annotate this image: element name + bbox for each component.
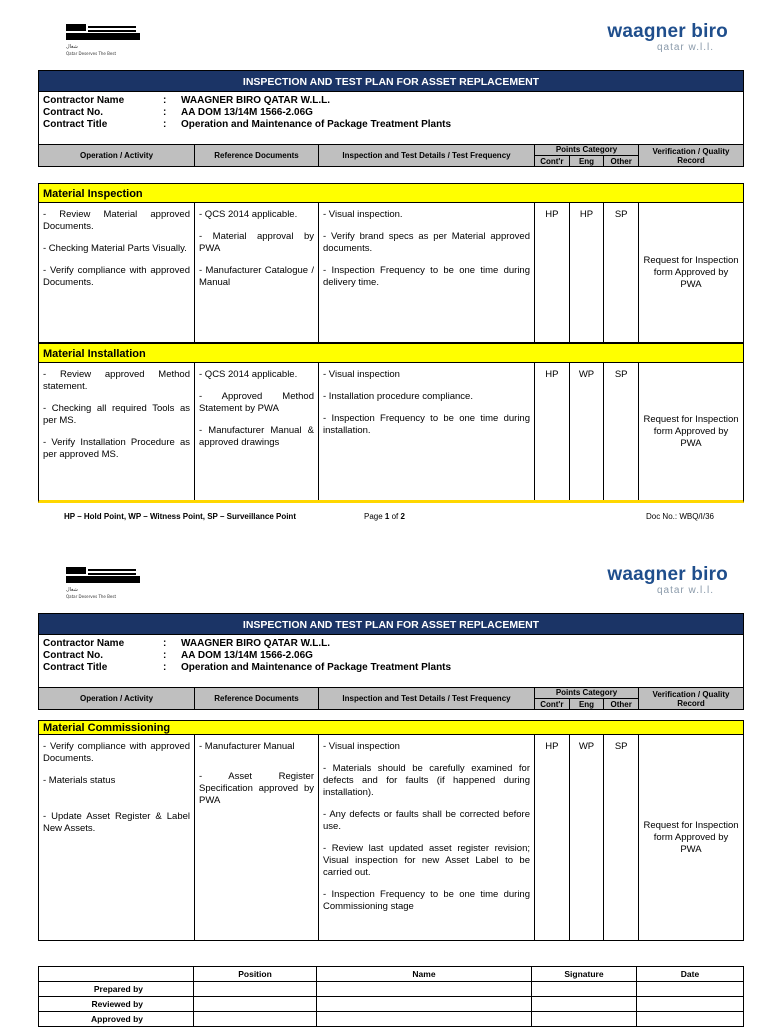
- svg-text:شغال: شغال: [66, 44, 78, 50]
- signoff-date[interactable]: [637, 997, 744, 1012]
- detail-item: - Review last updated asset register revision; Visual inspection for new Asset Label to be carried out.: [323, 843, 530, 878]
- signoff-name[interactable]: [317, 1012, 532, 1027]
- signoff-name[interactable]: [317, 997, 532, 1012]
- operation-item: - Update Asset Register & Label New Assets.: [43, 811, 190, 834]
- contract-no-label: Contract No.: [43, 107, 103, 118]
- operation-item: - Review Material approved Documents.: [43, 209, 190, 232]
- contractor-value: WAAGNER BIRO QATAR W.L.L.: [181, 95, 331, 106]
- contract-title-label: Contract Title: [43, 662, 108, 673]
- svg-text:Qatar Deserves The Best: Qatar Deserves The Best: [66, 51, 117, 56]
- detail-item: - Any defects or faults shall be corrected before use.: [323, 809, 530, 832]
- signoff-header-row: [39, 967, 744, 982]
- reference-item: - Manufacturer Manual & approved drawings: [199, 425, 314, 448]
- reference-item: - Manufacturer Manual: [199, 741, 295, 752]
- detail-item: - Inspection Frequency to be one time during installation.: [323, 413, 530, 436]
- signoff-header: Signature: [532, 967, 637, 982]
- reference-item: - Material approval by PWA: [199, 231, 314, 254]
- signoff-header: Name: [317, 967, 532, 982]
- colon: :: [163, 638, 167, 649]
- colon: :: [163, 650, 167, 661]
- colon: :: [163, 119, 167, 130]
- signoff-position[interactable]: [194, 1012, 317, 1027]
- detail-item: - Installation procedure compliance.: [323, 391, 473, 402]
- signoff-date[interactable]: [637, 982, 744, 997]
- detail-item: - Visual inspection: [323, 369, 400, 380]
- colon: :: [163, 95, 167, 106]
- points-cell: [535, 203, 639, 342]
- contract-no-value: AA DOM 13/14M 1566-2.06G: [181, 107, 313, 118]
- signoff-signature[interactable]: [532, 1012, 637, 1027]
- operation-cell: [39, 203, 195, 342]
- point-other: SP: [614, 369, 628, 380]
- header-operation: Operation / Activity: [39, 145, 195, 166]
- contractor-value: WAAGNER BIRO QATAR W.L.L.: [181, 638, 331, 649]
- signoff-position[interactable]: [194, 982, 317, 997]
- signoff-table: [38, 966, 744, 1027]
- colon: :: [163, 107, 167, 118]
- point-eng: WP: [570, 735, 605, 940]
- reference-item: - Approved Method Statement by PWA: [199, 391, 314, 414]
- points-legend: HP – Hold Point, WP – Witness Point, SP – Surveillance Point: [64, 512, 296, 521]
- brand-sub: qatar w.l.l.: [656, 585, 714, 596]
- itp-table-page-1: [38, 70, 744, 503]
- operation-item: - Review approved Method statement.: [43, 369, 190, 392]
- point-contr: HP: [535, 363, 570, 500]
- contract-info: [38, 635, 744, 688]
- detail-item: - Inspection Frequency to be one time during Commissioning stage: [323, 889, 530, 912]
- detail-item: - Materials should be carefully examined for defects and for faults (if happened during installation).: [323, 763, 530, 798]
- svg-text:Qatar Deserves The Best: Qatar Deserves The Best: [66, 594, 117, 599]
- signoff-position[interactable]: [194, 997, 317, 1012]
- signoff-header: Date: [637, 967, 744, 982]
- operation-item: - Materials status: [43, 775, 116, 786]
- detail-item: - Visual inspection: [323, 741, 400, 752]
- page-of: of: [391, 512, 399, 521]
- verification-cell: Request for Inspection form Approved by PWA: [643, 819, 739, 855]
- header-eng: Eng: [570, 699, 605, 710]
- waagner-biro-logo: [578, 565, 728, 597]
- details-cell: [319, 735, 535, 940]
- brand-name: waagner biro: [607, 21, 728, 42]
- operation-item: - Verify Installation Procedure as per approved MS.: [43, 437, 190, 460]
- signoff-row: [39, 997, 744, 1012]
- column-headers: [38, 145, 744, 167]
- page-current: 1: [384, 512, 390, 521]
- points-cell: [535, 363, 639, 500]
- header-other: Other: [610, 156, 632, 166]
- contract-info: [38, 92, 744, 145]
- section-row: [38, 735, 744, 941]
- header-verification: Verification / Quality Record: [652, 146, 730, 165]
- signoff-date[interactable]: [637, 1012, 744, 1027]
- page-2: [0, 543, 768, 1024]
- header-points: [535, 145, 639, 166]
- brand-name: waagner biro: [607, 564, 728, 585]
- operation-item: - Verify compliance with approved Documents.: [43, 265, 190, 288]
- doc-title: INSPECTION AND TEST PLAN FOR ASSET REPLACEMENT: [38, 613, 744, 635]
- header-reference: Reference Documents: [195, 688, 319, 709]
- contract-title-value: Operation and Maintenance of Package Treatment Plants: [181, 119, 452, 130]
- signoff-role: Prepared by: [39, 982, 194, 997]
- section-title: Material Installation: [38, 343, 744, 363]
- point-eng: WP: [570, 363, 605, 500]
- details-cell: [319, 363, 535, 500]
- operation-item: - Verify compliance with approved Documents.: [43, 741, 190, 764]
- point-other: SP: [614, 209, 628, 220]
- verification-cell: Request for Inspection form Approved by PWA: [643, 254, 739, 290]
- points-cell: [535, 735, 639, 940]
- waagner-biro-logo: [578, 22, 728, 54]
- section-title: Material Commissioning: [38, 720, 744, 735]
- header-contr: Cont'r: [535, 156, 570, 167]
- signoff-role: Approved by: [39, 1012, 194, 1027]
- point-eng: HP: [570, 203, 605, 342]
- reference-cell: [195, 363, 319, 500]
- operation-cell: [39, 363, 195, 500]
- header-verification: Verification / Quality Record: [652, 689, 730, 708]
- signoff-signature[interactable]: [532, 982, 637, 997]
- header-reference: Reference Documents: [195, 145, 319, 166]
- points-category-label: Points Category: [535, 145, 638, 156]
- signoff-header: Position: [194, 967, 317, 982]
- svg-text:شغال: شغال: [66, 587, 78, 593]
- reference-item: - QCS 2014 applicable.: [199, 369, 298, 380]
- section-title: Material Inspection: [38, 183, 744, 203]
- contractor-label: Contractor Name: [43, 638, 125, 649]
- point-contr: HP: [535, 203, 570, 342]
- brand-sub: qatar w.l.l.: [656, 42, 714, 53]
- doc-number: Doc No.: WBQ/I/36: [645, 512, 714, 521]
- header-other: Other: [610, 699, 632, 709]
- page-number: [364, 512, 405, 521]
- section-row: [38, 363, 744, 503]
- header-operation: Operation / Activity: [39, 688, 195, 709]
- details-cell: [319, 203, 535, 342]
- page-prefix: Page: [364, 512, 383, 521]
- page-total: 2: [400, 512, 405, 521]
- header-inspection: Inspection and Test Details / Test Frequency: [319, 145, 535, 166]
- header-eng: Eng: [570, 156, 605, 167]
- points-category-label: Points Category: [535, 688, 638, 699]
- operation-item: - Checking all required Tools as per MS.: [43, 403, 190, 426]
- ashghal-logo: [64, 22, 144, 58]
- signoff-row: [39, 1012, 744, 1027]
- operation-cell: [39, 735, 195, 940]
- signoff-name[interactable]: [317, 982, 532, 997]
- signoff-blank: [39, 967, 194, 982]
- header-points: [535, 688, 639, 709]
- ashghal-logo: [64, 565, 144, 601]
- reference-cell: [195, 735, 319, 940]
- doc-title: INSPECTION AND TEST PLAN FOR ASSET REPLACEMENT: [38, 70, 744, 92]
- contract-title-label: Contract Title: [43, 119, 108, 130]
- point-contr: HP: [535, 735, 570, 940]
- reference-item: - QCS 2014 applicable.: [199, 209, 298, 220]
- itp-table-page-2: [38, 613, 744, 941]
- colon: :: [163, 662, 167, 673]
- detail-item: - Verify brand specs as per Material approved documents.: [323, 231, 530, 254]
- detail-item: - Visual inspection.: [323, 209, 403, 220]
- signoff-role: Reviewed by: [39, 997, 194, 1012]
- column-headers: [38, 688, 744, 710]
- reference-item: - Manufacturer Catalogue / Manual: [199, 265, 314, 288]
- signoff-signature[interactable]: [532, 997, 637, 1012]
- operation-item: - Checking Material Parts Visually.: [43, 243, 187, 254]
- reference-item: - Asset Register Specification approved by PWA: [199, 771, 314, 806]
- point-other: SP: [614, 741, 628, 752]
- detail-item: - Inspection Frequency to be one time during delivery time.: [323, 265, 530, 288]
- reference-cell: [195, 203, 319, 342]
- contract-title-value: Operation and Maintenance of Package Treatment Plants: [181, 662, 452, 673]
- section-row: [38, 203, 744, 343]
- signoff-row: [39, 982, 744, 997]
- header-inspection: Inspection and Test Details / Test Frequency: [319, 688, 535, 709]
- contract-no-value: AA DOM 13/14M 1566-2.06G: [181, 650, 313, 661]
- verification-cell: Request for Inspection form Approved by PWA: [643, 413, 739, 449]
- contract-no-label: Contract No.: [43, 650, 103, 661]
- contractor-label: Contractor Name: [43, 95, 125, 106]
- header-contr: Cont'r: [535, 699, 570, 710]
